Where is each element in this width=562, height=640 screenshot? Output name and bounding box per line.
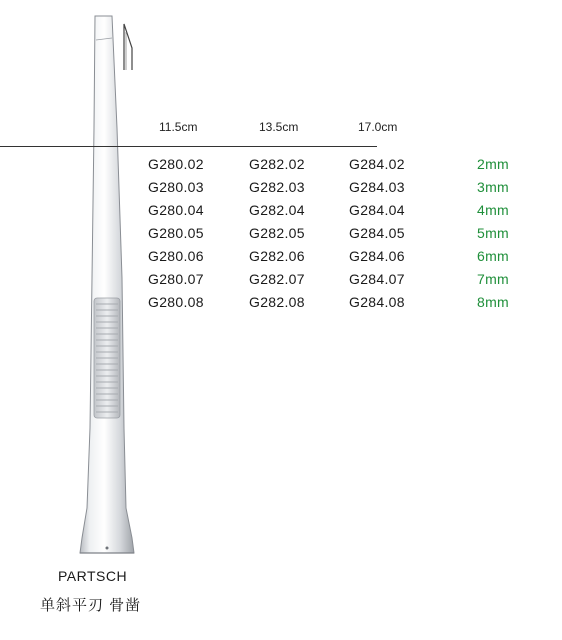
length-header: 13.5cm bbox=[259, 120, 299, 134]
length-header: 17.0cm bbox=[358, 120, 398, 134]
catalog-number: G284.04 bbox=[349, 202, 405, 218]
single-bevel-edge-icon bbox=[118, 18, 138, 72]
catalog-number: G284.05 bbox=[349, 225, 405, 241]
blade-width: 5mm bbox=[477, 225, 510, 241]
catalog-number: G282.08 bbox=[249, 294, 305, 310]
bone-chisel-illustration bbox=[60, 8, 160, 560]
catalog-number: G284.02 bbox=[349, 156, 405, 172]
catalog-number: G284.07 bbox=[349, 271, 405, 287]
table-row bbox=[148, 248, 528, 271]
catalog-number: G282.06 bbox=[249, 248, 305, 264]
catalog-number: G280.05 bbox=[148, 225, 204, 241]
catalog-number: G280.06 bbox=[148, 248, 204, 264]
catalog-number: G282.02 bbox=[249, 156, 305, 172]
length-header: 11.5cm bbox=[159, 120, 198, 134]
length-header-row bbox=[148, 120, 528, 142]
catalog-number: G282.04 bbox=[249, 202, 305, 218]
catalog-number: G284.08 bbox=[349, 294, 405, 310]
catalog-number: G284.06 bbox=[349, 248, 405, 264]
table-row bbox=[148, 225, 528, 248]
table-row bbox=[148, 271, 528, 294]
table-row bbox=[148, 202, 528, 225]
product-name: PARTSCH bbox=[58, 568, 128, 584]
product-table bbox=[148, 120, 528, 142]
header-divider bbox=[0, 146, 377, 147]
blade-width: 3mm bbox=[477, 179, 510, 195]
catalog-number: G282.07 bbox=[249, 271, 305, 287]
product-name-chinese: 单斜平刃 骨凿 bbox=[40, 597, 142, 614]
catalog-number: G280.08 bbox=[148, 294, 204, 310]
catalog-number: G282.03 bbox=[249, 179, 305, 195]
table-row bbox=[148, 179, 528, 202]
catalog-number: G284.03 bbox=[349, 179, 405, 195]
blade-width: 6mm bbox=[477, 248, 510, 264]
blade-width: 4mm bbox=[477, 202, 510, 218]
catalog-number: G280.03 bbox=[148, 179, 204, 195]
blade-width: 8mm bbox=[477, 294, 510, 310]
catalog-number: G280.04 bbox=[148, 202, 204, 218]
catalog-number: G280.07 bbox=[148, 271, 204, 287]
table-row bbox=[148, 294, 528, 317]
catalog-number: G280.02 bbox=[148, 156, 204, 172]
catalog-number: G282.05 bbox=[249, 225, 305, 241]
table-row bbox=[148, 156, 528, 179]
blade-width: 7mm bbox=[477, 271, 510, 287]
blade-width: 2mm bbox=[477, 156, 510, 172]
